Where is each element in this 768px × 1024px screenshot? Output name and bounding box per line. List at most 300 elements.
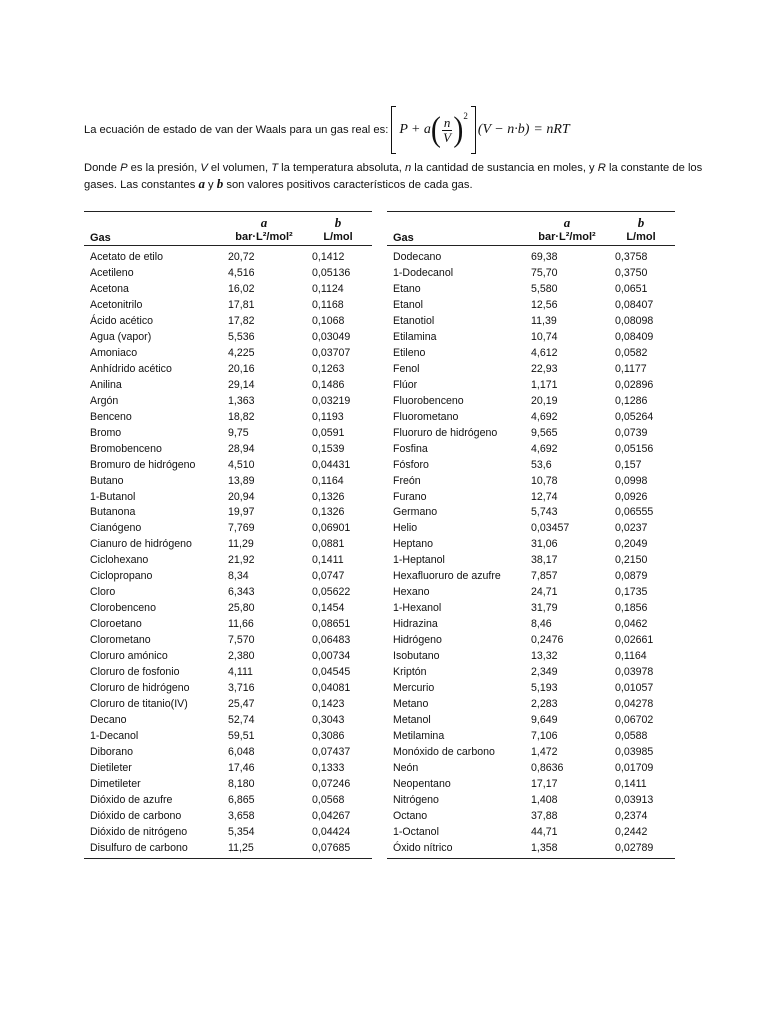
table-row [387, 505, 675, 521]
table-row [387, 792, 675, 808]
gas-name-cell: Dióxido de carbono [90, 809, 182, 822]
b-value-cell: 0,07437 [312, 746, 351, 759]
table-row [84, 600, 372, 616]
a-value-cell: 24,71 [531, 586, 558, 599]
a-value-cell: 20,94 [228, 490, 255, 503]
b-value-cell: 0,02789 [615, 841, 654, 854]
a-value-cell: 18,82 [228, 410, 255, 423]
a-value-cell: 1,408 [531, 793, 558, 806]
van-der-waals-equation [391, 106, 569, 154]
a-value-cell: 12,56 [531, 298, 558, 311]
table-row [84, 361, 372, 377]
b-value-cell: 0,04424 [312, 825, 351, 838]
header-b [609, 215, 673, 245]
desc-text: la constante de los gases. Las constantes [84, 162, 703, 191]
a-value-cell: 52,74 [228, 714, 255, 727]
a-value-cell: 3,658 [228, 809, 255, 822]
b-value-cell: 0,1326 [312, 506, 345, 519]
a-value-cell: 20,19 [531, 394, 558, 407]
eq-exponent: 2 [463, 111, 468, 121]
gas-name-cell: Dietileter [90, 761, 132, 774]
table-row [387, 361, 675, 377]
gas-name-cell: Cloruro de titanio(IV) [90, 698, 188, 711]
table-row [84, 664, 372, 680]
gas-name-cell: Fósforo [393, 458, 429, 471]
eq-fraction [442, 116, 453, 145]
table-row [84, 616, 372, 632]
eq-plus: + [411, 122, 420, 137]
b-value-cell: 0,1454 [312, 602, 345, 615]
gas-name-cell: Nitrógeno [393, 793, 439, 806]
table-row [387, 664, 675, 680]
a-value-cell: 8,180 [228, 777, 255, 790]
header-b [306, 215, 370, 245]
gas-name-cell: Ácido acético [90, 314, 154, 327]
table-row [84, 552, 372, 568]
a-value-cell: 13,32 [531, 650, 558, 663]
a-value-cell: 11,66 [228, 618, 254, 631]
b-value-cell: 0,1539 [312, 442, 345, 455]
table-row [387, 520, 675, 536]
a-value-cell: 22,93 [531, 362, 558, 375]
b-value-cell: 0,1423 [312, 698, 345, 711]
gas-name-cell: Diborano [90, 746, 133, 759]
gas-name-cell: Flúor [393, 378, 418, 391]
table-row [84, 840, 372, 856]
b-value-cell: 0,2374 [615, 809, 648, 822]
table-row [84, 648, 372, 664]
table-row [387, 249, 675, 265]
b-value-cell: 0,02661 [615, 634, 654, 647]
gas-name-cell: Fosfina [393, 442, 428, 455]
table-row [387, 632, 675, 648]
a-value-cell: 7,106 [531, 730, 558, 743]
table-row [84, 824, 372, 840]
a-value-cell: 11,39 [531, 314, 557, 327]
gas-name-cell: Cloro [90, 586, 116, 599]
a-value-cell: 28,94 [228, 442, 255, 455]
table-row [387, 712, 675, 728]
gas-name-cell: Dodecano [393, 250, 442, 263]
a-value-cell: 4,692 [531, 442, 558, 455]
table-row [84, 680, 372, 696]
gas-name-cell: Anhídrido acético [90, 362, 172, 375]
gas-name-cell: Bromuro de hidrógeno [90, 458, 196, 471]
table-row [84, 568, 372, 584]
b-value-cell: 0,3750 [615, 266, 648, 279]
b-value-cell: 0,04545 [312, 666, 351, 679]
gas-name-cell: Bromo [90, 426, 122, 439]
gas-name-cell: Hexano [393, 586, 430, 599]
a-value-cell: 17,46 [228, 761, 255, 774]
b-value-cell: 0,08651 [312, 618, 351, 631]
table-row [84, 377, 372, 393]
a-value-cell: 6,343 [228, 586, 255, 599]
a-value-cell: 17,17 [531, 777, 558, 790]
equation-prefix: La ecuación de estado de van der Waals para un gas real es: [84, 124, 389, 136]
a-value-cell: 11,25 [228, 841, 254, 854]
a-value-cell: 9,649 [531, 714, 558, 727]
table-row [387, 616, 675, 632]
a-value-cell: 44,71 [531, 825, 558, 838]
b-value-cell: 0,04278 [615, 698, 654, 711]
symbol-p: P [120, 162, 128, 174]
table-row [84, 760, 372, 776]
symbol-a: a [198, 176, 205, 191]
a-value-cell: 31,06 [531, 538, 558, 551]
a-value-cell: 4,111 [228, 666, 253, 679]
eq-denominator: V [443, 129, 452, 145]
a-value-cell: 2,380 [228, 650, 255, 663]
gas-name-cell: Helio [393, 522, 418, 535]
table-row [387, 680, 675, 696]
b-value-cell: 0,2150 [615, 554, 648, 567]
table-row [387, 552, 675, 568]
table-header [387, 212, 675, 246]
a-value-cell: 2,349 [531, 666, 558, 679]
gas-name-cell: Butano [90, 474, 124, 487]
desc-text: es la presión, [127, 162, 201, 174]
table-row [387, 377, 675, 393]
a-value-cell: 5,354 [228, 825, 255, 838]
eq-rhs-factor: (V − n·b) [477, 122, 530, 137]
header-a-unit: bar·L²/mol² [538, 231, 596, 243]
a-value-cell: 69,38 [531, 250, 558, 263]
table-row [387, 441, 675, 457]
table-row [84, 313, 372, 329]
gas-name-cell: Metanol [393, 714, 431, 727]
b-value-cell: 0,1124 [312, 282, 344, 295]
right-square-bracket [471, 106, 476, 154]
header-b-symbol: b [637, 215, 645, 230]
table-row [84, 345, 372, 361]
header-b-unit: L/mol [626, 231, 656, 243]
b-value-cell: 0,1411 [312, 554, 344, 567]
symbol-v: V [200, 162, 208, 174]
gas-name-cell: Hexafluoruro de azufre [393, 570, 501, 583]
a-value-cell: 25,47 [228, 698, 255, 711]
a-value-cell: 4,510 [228, 458, 255, 471]
a-value-cell: 4,225 [228, 346, 255, 359]
eq-close-paren: ) [453, 110, 464, 149]
b-value-cell: 0,08409 [615, 330, 654, 343]
table-row [84, 776, 372, 792]
table-row [387, 808, 675, 824]
header-a-symbol: a [563, 215, 571, 230]
header-b-symbol: b [334, 215, 342, 230]
gas-name-cell: Cloruro de hidrógeno [90, 682, 190, 695]
b-value-cell: 0,0237 [615, 522, 648, 535]
b-value-cell: 0,0591 [312, 426, 345, 439]
a-value-cell: 9,565 [531, 426, 558, 439]
gas-name-cell: 1-Decanol [90, 730, 139, 743]
gas-name-cell: Fenol [393, 362, 420, 375]
table-row [387, 776, 675, 792]
a-value-cell: 7,857 [531, 570, 558, 583]
a-value-cell: 20,72 [228, 250, 255, 263]
table-row [387, 297, 675, 313]
b-value-cell: 0,03978 [615, 666, 654, 679]
symbol-t: T [271, 162, 279, 174]
a-value-cell: 20,16 [228, 362, 255, 375]
symbol-b: b [216, 176, 224, 191]
table-row [387, 840, 675, 856]
b-value-cell: 0,3086 [312, 730, 345, 743]
a-value-cell: 0,03457 [531, 522, 570, 535]
table-row [84, 425, 372, 441]
gas-name-cell: Anilina [90, 378, 122, 391]
gas-name-cell: 1-Heptanol [393, 554, 445, 567]
gas-name-cell: Etanotiol [393, 314, 435, 327]
header-gas: Gas [90, 232, 111, 244]
desc-text: la cantidad de sustancia en moles, y [411, 162, 598, 174]
a-value-cell: 25,80 [228, 602, 255, 615]
b-value-cell: 0,1164 [312, 474, 344, 487]
b-value-cell: 0,0582 [615, 346, 648, 359]
table-row [84, 265, 372, 281]
a-value-cell: 29,14 [228, 378, 255, 391]
gas-name-cell: Etanol [393, 298, 424, 311]
gas-name-cell: Clorobenceno [90, 602, 156, 615]
a-value-cell: 5,536 [228, 330, 255, 343]
b-value-cell: 0,03913 [615, 793, 654, 806]
a-value-cell: 6,865 [228, 793, 255, 806]
table-row [387, 744, 675, 760]
gas-name-cell: Isobutano [393, 650, 440, 663]
a-value-cell: 11,29 [228, 538, 254, 551]
a-value-cell: 1,171 [531, 378, 558, 391]
a-value-cell: 0,8636 [531, 761, 564, 774]
header-a [224, 215, 304, 245]
symbol-r: R [597, 162, 606, 174]
desc-text: y [204, 179, 217, 191]
table-row [387, 760, 675, 776]
gas-name-cell: Fluoruro de hidrógeno [393, 426, 498, 439]
gas-name-cell: Dimetileter [90, 777, 141, 790]
table-row [387, 600, 675, 616]
a-value-cell: 53,6 [531, 458, 552, 471]
gas-name-cell: Etilamina [393, 330, 437, 343]
gas-name-cell: Neopentano [393, 777, 451, 790]
gas-name-cell: 1-Hexanol [393, 602, 442, 615]
table-row [387, 313, 675, 329]
table-row [387, 473, 675, 489]
gas-name-cell: Kriptón [393, 666, 427, 679]
b-value-cell: 0,0998 [615, 474, 648, 487]
b-value-cell: 0,1333 [312, 761, 345, 774]
b-value-cell: 0,1164 [615, 650, 647, 663]
b-value-cell: 0,05622 [312, 586, 351, 599]
table-row [84, 409, 372, 425]
b-value-cell: 0,08098 [615, 314, 654, 327]
table-row [387, 281, 675, 297]
a-value-cell: 21,92 [228, 554, 255, 567]
b-value-cell: 0,04267 [312, 809, 351, 822]
b-value-cell: 0,0462 [615, 618, 648, 631]
a-value-cell: 16,02 [228, 282, 255, 295]
b-value-cell: 0,06555 [615, 506, 654, 519]
b-value-cell: 0,1412 [312, 250, 345, 263]
a-value-cell: 3,716 [228, 682, 255, 695]
a-value-cell: 4,516 [228, 266, 255, 279]
b-value-cell: 0,2049 [615, 538, 648, 551]
gas-name-cell: Fluorometano [393, 410, 459, 423]
header-a-unit: bar·L²/mol² [235, 231, 293, 243]
table-row [84, 393, 372, 409]
header-gas: Gas [393, 232, 414, 244]
gas-name-cell: Óxido nítrico [393, 841, 453, 854]
b-value-cell: 0,1856 [615, 602, 648, 615]
table-row [387, 696, 675, 712]
a-value-cell: 5,193 [531, 682, 558, 695]
gas-name-cell: Monóxido de carbono [393, 746, 495, 759]
a-value-cell: 13,89 [228, 474, 255, 487]
a-value-cell: 8,34 [228, 570, 249, 583]
table-body [84, 249, 372, 858]
b-value-cell: 0,1177 [615, 362, 647, 375]
table-row [387, 728, 675, 744]
gas-name-cell: Argón [90, 394, 119, 407]
b-value-cell: 0,1411 [615, 777, 647, 790]
left-square-bracket [391, 106, 396, 154]
table-row [387, 409, 675, 425]
a-value-cell: 19,97 [228, 506, 255, 519]
table-row [84, 441, 372, 457]
gas-name-cell: Neón [393, 761, 419, 774]
b-value-cell: 0,3043 [312, 714, 345, 727]
b-value-cell: 0,08407 [615, 298, 654, 311]
gas-name-cell: Fluorobenceno [393, 394, 464, 407]
gas-name-cell: Cianógeno [90, 522, 142, 535]
gas-name-cell: Cloruro amónico [90, 650, 168, 663]
table-row [84, 712, 372, 728]
table-row [84, 329, 372, 345]
b-value-cell: 0,07685 [312, 841, 351, 854]
b-value-cell: 0,1263 [312, 362, 345, 375]
gas-name-cell: Hidrazina [393, 618, 438, 631]
gas-name-cell: Amoniaco [90, 346, 138, 359]
gas-name-cell: Cloruro de fosfonio [90, 666, 180, 679]
table-row [387, 568, 675, 584]
desc-text: el volumen, [207, 162, 272, 174]
gas-name-cell: Etileno [393, 346, 426, 359]
gas-name-cell: Cianuro de hidrógeno [90, 538, 192, 551]
a-value-cell: 8,46 [531, 618, 552, 631]
b-value-cell: 0,07246 [312, 777, 351, 790]
b-value-cell: 0,01057 [615, 682, 654, 695]
table-row [84, 457, 372, 473]
b-value-cell: 0,1168 [312, 298, 344, 311]
b-value-cell: 0,1486 [312, 378, 345, 391]
symbol-n: n [404, 162, 412, 174]
table-row [387, 824, 675, 840]
a-value-cell: 9,75 [228, 426, 249, 439]
gas-name-cell: Freón [393, 474, 421, 487]
b-value-cell: 0,02896 [615, 378, 654, 391]
desc-text: la temperatura absoluta, [278, 162, 405, 174]
gas-name-cell: Germano [393, 506, 438, 519]
table-row [387, 457, 675, 473]
table-row [387, 489, 675, 505]
desc-text: Donde [84, 162, 121, 174]
gas-name-cell: Dióxido de azufre [90, 793, 173, 806]
b-value-cell: 0,05136 [312, 266, 351, 279]
gas-name-cell: Metano [393, 698, 429, 711]
b-value-cell: 0,05264 [615, 410, 654, 423]
equation-line [84, 104, 704, 156]
a-value-cell: 12,74 [531, 490, 558, 503]
intro-section [84, 104, 704, 193]
gas-name-cell: Hidrógeno [393, 634, 442, 647]
a-value-cell: 0,2476 [531, 634, 564, 647]
a-value-cell: 17,82 [228, 314, 255, 327]
b-value-cell: 0,04081 [312, 682, 351, 695]
table-row [84, 728, 372, 744]
gas-name-cell: Acetona [90, 282, 129, 295]
table-row [387, 648, 675, 664]
b-value-cell: 0,0568 [312, 793, 345, 806]
b-value-cell: 0,03707 [312, 346, 351, 359]
table-row [387, 393, 675, 409]
eq-numerator: n [443, 114, 451, 130]
gas-name-cell: Dióxido de nitrógeno [90, 825, 188, 838]
b-value-cell: 0,06901 [312, 522, 351, 535]
a-value-cell: 31,79 [531, 602, 558, 615]
b-value-cell: 0,1193 [312, 410, 344, 423]
eq-equals-nrt: = nRT [533, 122, 570, 137]
b-value-cell: 0,03219 [312, 394, 351, 407]
b-value-cell: 0,0747 [312, 570, 345, 583]
gas-name-cell: Disulfuro de carbono [90, 841, 188, 854]
a-value-cell: 5,743 [531, 506, 558, 519]
a-value-cell: 7,769 [228, 522, 255, 535]
table-body [387, 249, 675, 858]
gas-name-cell: Ciclohexano [90, 554, 149, 567]
a-value-cell: 37,88 [531, 809, 558, 822]
gas-name-cell: Mercurio [393, 682, 435, 695]
gas-name-cell: 1-Dodecanol [393, 266, 454, 279]
b-value-cell: 0,00734 [312, 650, 351, 663]
table-row [84, 473, 372, 489]
b-value-cell: 0,03049 [312, 330, 351, 343]
table-row [387, 345, 675, 361]
b-value-cell: 0,1326 [312, 490, 345, 503]
a-value-cell: 1,363 [228, 394, 255, 407]
b-value-cell: 0,0651 [615, 282, 648, 295]
header-a [527, 215, 607, 245]
gas-name-cell: Bromobenceno [90, 442, 162, 455]
header-b-unit: L/mol [323, 231, 353, 243]
table-row [84, 744, 372, 760]
b-value-cell: 0,0588 [615, 730, 648, 743]
a-value-cell: 5,580 [531, 282, 558, 295]
a-value-cell: 17,81 [228, 298, 255, 311]
table-row [84, 297, 372, 313]
table-row [84, 505, 372, 521]
gas-name-cell: Etano [393, 282, 421, 295]
a-value-cell: 4,692 [531, 410, 558, 423]
b-value-cell: 0,04431 [312, 458, 351, 471]
b-value-cell: 0,05156 [615, 442, 654, 455]
a-value-cell: 4,612 [531, 346, 558, 359]
gas-name-cell: Acetato de etilo [90, 250, 164, 263]
b-value-cell: 0,0879 [615, 570, 648, 583]
gas-name-cell: Heptano [393, 538, 434, 551]
constants-table-left [84, 211, 372, 859]
table-row [84, 489, 372, 505]
table-row [387, 265, 675, 281]
table-row [84, 520, 372, 536]
